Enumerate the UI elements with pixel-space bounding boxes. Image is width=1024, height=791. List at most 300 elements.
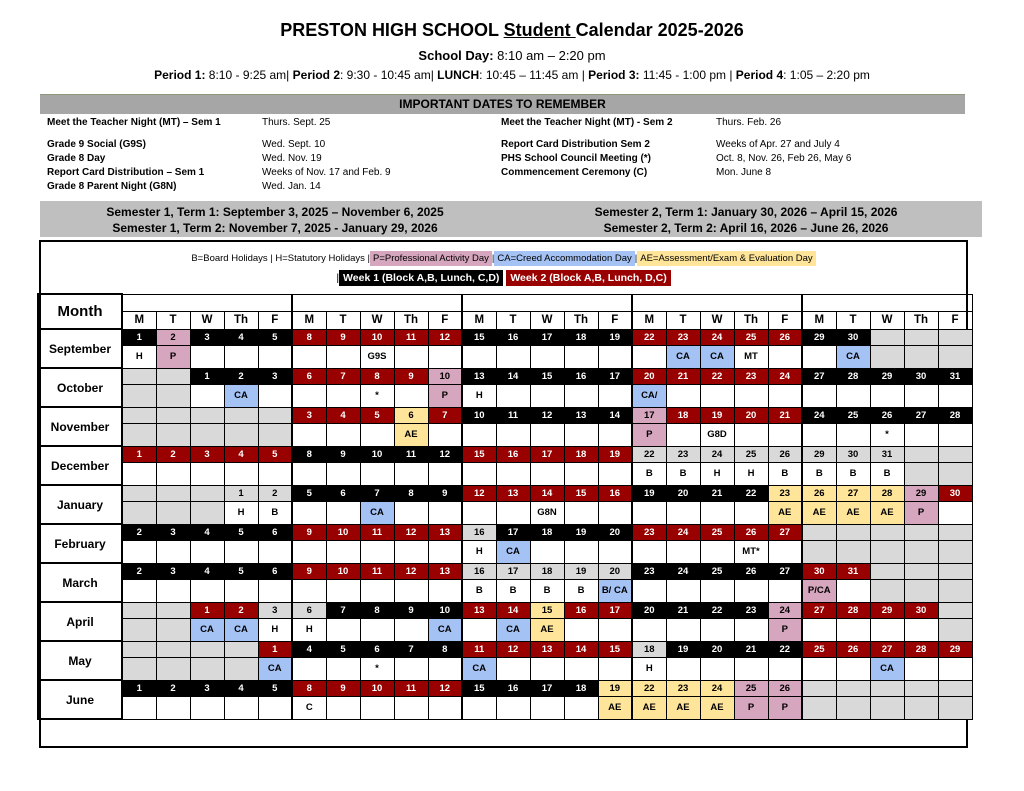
- calendar-date-cell: 30: [802, 563, 836, 579]
- calendar-date-cell: 26: [870, 407, 904, 423]
- calendar-event-cell: [156, 384, 190, 407]
- calendar-date-cell: 29: [904, 485, 938, 501]
- calendar-date-cell: 11: [496, 407, 530, 423]
- month-events-row: [38, 657, 972, 680]
- calendar-date-cell: 21: [666, 368, 700, 384]
- calendar-event-cell: AE: [530, 618, 564, 641]
- calendar-event-cell: [496, 423, 530, 446]
- calendar-date-cell: [836, 524, 870, 540]
- calendar-event-cell: [122, 501, 156, 524]
- calendar-event-cell: [394, 696, 428, 719]
- calendar-date-cell: 23: [666, 680, 700, 696]
- calendar-event-cell: [870, 618, 904, 641]
- calendar-date-cell: 7: [326, 368, 360, 384]
- calendar-event-cell: [156, 423, 190, 446]
- calendar-event-cell: [734, 501, 768, 524]
- calendar-date-cell: 29: [870, 602, 904, 618]
- calendar-date-cell: 17: [496, 524, 530, 540]
- calendar-date-cell: [802, 680, 836, 696]
- calendar-event-cell: [190, 384, 224, 407]
- calendar-date-cell: 20: [734, 407, 768, 423]
- calendar-date-cell: 3: [156, 563, 190, 579]
- month-events-row: [38, 579, 972, 602]
- calendar-date-cell: 3: [258, 368, 292, 384]
- calendar-event-cell: [836, 384, 870, 407]
- calendar-event-cell: [190, 501, 224, 524]
- calendar-event-cell: [122, 579, 156, 602]
- calendar-event-cell: H: [224, 501, 258, 524]
- calendar-event-cell: B/ CA: [598, 579, 632, 602]
- month-row: [38, 602, 972, 618]
- calendar-event-cell: [802, 657, 836, 680]
- month-events-row: [38, 696, 972, 719]
- calendar-date-cell: 3: [190, 680, 224, 696]
- calendar-date-cell: [904, 563, 938, 579]
- calendar-event-cell: [938, 579, 972, 602]
- calendar-event-cell: B: [258, 501, 292, 524]
- calendar-grid: [37, 293, 973, 720]
- calendar-event-cell: [496, 462, 530, 485]
- weekday-header: M: [632, 311, 666, 329]
- calendar-event-cell: [802, 696, 836, 719]
- calendar-date-cell: [870, 680, 904, 696]
- calendar-event-cell: [598, 423, 632, 446]
- calendar-event-cell: [598, 345, 632, 368]
- calendar-date-cell: [122, 368, 156, 384]
- calendar-event-cell: [632, 501, 666, 524]
- calendar-date-cell: 19: [564, 524, 598, 540]
- month-name: April: [38, 602, 122, 641]
- calendar-date-cell: 27: [870, 641, 904, 657]
- calendar-date-cell: 1: [122, 446, 156, 462]
- calendar-date-cell: 10: [326, 563, 360, 579]
- calendar-event-cell: B: [462, 579, 496, 602]
- calendar-date-cell: 9: [292, 563, 326, 579]
- calendar-event-cell: [802, 540, 836, 563]
- calendar-event-cell: AE: [394, 423, 428, 446]
- weekday-header: T: [496, 311, 530, 329]
- calendar-date-cell: 16: [462, 563, 496, 579]
- calendar-event-cell: [870, 696, 904, 719]
- calendar-date-cell: 10: [326, 524, 360, 540]
- calendar-date-cell: 28: [904, 641, 938, 657]
- calendar-event-cell: [496, 501, 530, 524]
- calendar-date-cell: 14: [530, 485, 564, 501]
- legend-separator: |: [491, 253, 495, 264]
- weekday-header: Th: [734, 311, 768, 329]
- calendar-event-cell: [530, 345, 564, 368]
- calendar-date-cell: 8: [292, 329, 326, 345]
- important-date-value: Weeks of Apr. 27 and July 4: [716, 139, 840, 150]
- calendar-event-cell: [190, 462, 224, 485]
- calendar-date-cell: 2: [224, 368, 258, 384]
- calendar-event-cell: [394, 540, 428, 563]
- calendar-event-cell: [462, 423, 496, 446]
- calendar-event-cell: MT*: [734, 540, 768, 563]
- calendar-date-cell: [224, 641, 258, 657]
- legend-weeks: [41, 270, 966, 286]
- calendar-event-cell: [734, 579, 768, 602]
- calendar-date-cell: [122, 602, 156, 618]
- calendar-date-cell: 19: [598, 446, 632, 462]
- month-row: [38, 680, 972, 696]
- calendar-event-cell: [734, 657, 768, 680]
- calendar-event-cell: [326, 345, 360, 368]
- calendar-date-cell: 24: [802, 407, 836, 423]
- calendar-event-cell: [530, 696, 564, 719]
- calendar-event-cell: [326, 462, 360, 485]
- calendar-event-cell: [904, 345, 938, 368]
- calendar-date-cell: 11: [360, 524, 394, 540]
- calendar-event-cell: [292, 540, 326, 563]
- month-row: [38, 485, 972, 501]
- calendar-date-cell: [258, 407, 292, 423]
- calendar-date-cell: 26: [768, 446, 802, 462]
- calendar-event-cell: [666, 618, 700, 641]
- calendar-date-cell: 31: [870, 446, 904, 462]
- calendar-date-cell: 8: [428, 641, 462, 657]
- calendar-date-cell: 1: [224, 485, 258, 501]
- calendar-date-cell: 14: [496, 368, 530, 384]
- calendar-date-cell: 6: [360, 641, 394, 657]
- calendar-date-cell: [904, 680, 938, 696]
- calendar-date-cell: 25: [836, 407, 870, 423]
- calendar-date-cell: 16: [496, 446, 530, 462]
- calendar-event-cell: AE: [836, 501, 870, 524]
- calendar-date-cell: 13: [496, 485, 530, 501]
- calendar-event-cell: [258, 423, 292, 446]
- calendar-event-cell: [394, 618, 428, 641]
- calendar-event-cell: P: [734, 696, 768, 719]
- calendar-event-cell: [938, 696, 972, 719]
- calendar-date-cell: 30: [938, 485, 972, 501]
- calendar-date-cell: 23: [734, 602, 768, 618]
- calendar-event-cell: CA: [428, 618, 462, 641]
- calendar-event-cell: [598, 618, 632, 641]
- calendar-event-cell: [122, 618, 156, 641]
- calendar-date-cell: 30: [904, 368, 938, 384]
- calendar-date-cell: 20: [598, 524, 632, 540]
- calendar-date-cell: 5: [258, 680, 292, 696]
- calendar-event-cell: P: [768, 696, 802, 719]
- calendar-event-cell: [904, 579, 938, 602]
- calendar-event-cell: [734, 618, 768, 641]
- calendar-date-cell: [938, 680, 972, 696]
- calendar-event-cell: B: [666, 462, 700, 485]
- calendar-date-cell: 12: [428, 329, 462, 345]
- calendar-date-cell: 26: [802, 485, 836, 501]
- calendar-event-cell: CA: [190, 618, 224, 641]
- calendar-event-cell: [938, 618, 972, 641]
- calendar-date-cell: 23: [632, 563, 666, 579]
- calendar-date-cell: 1: [258, 641, 292, 657]
- calendar-event-cell: [394, 657, 428, 680]
- calendar-date-cell: 20: [666, 485, 700, 501]
- calendar-date-cell: 20: [632, 602, 666, 618]
- weekday-header: M: [122, 311, 156, 329]
- legend-holidays: B=Board Holidays | H=Statutory Holidays |: [191, 253, 371, 264]
- calendar-event-cell: [564, 657, 598, 680]
- calendar-event-cell: P: [768, 618, 802, 641]
- period-time: : 9:30 - 10:45 am|: [340, 68, 438, 82]
- calendar-event-cell: G8D: [700, 423, 734, 446]
- calendar-date-cell: 14: [496, 602, 530, 618]
- calendar-date-cell: 20: [632, 368, 666, 384]
- calendar-date-cell: 19: [598, 329, 632, 345]
- calendar-date-cell: 26: [836, 641, 870, 657]
- calendar-event-cell: [564, 384, 598, 407]
- semester-2-term-1: Semester 2, Term 1: January 30, 2026 – April 15, 2026: [594, 205, 898, 219]
- period-label: Period 3:: [588, 68, 640, 82]
- calendar-date-cell: 7: [326, 602, 360, 618]
- important-date-row: [47, 152, 391, 166]
- calendar-date-cell: 21: [768, 407, 802, 423]
- calendar-event-cell: H: [122, 345, 156, 368]
- calendar-event-cell: H: [734, 462, 768, 485]
- calendar-event-cell: B: [496, 579, 530, 602]
- calendar-date-cell: 24: [700, 680, 734, 696]
- calendar-date-cell: [122, 485, 156, 501]
- weekday-header: T: [156, 311, 190, 329]
- calendar-date-cell: [904, 329, 938, 345]
- month-name: January: [38, 485, 122, 524]
- calendar-date-cell: 22: [768, 641, 802, 657]
- weekday-header: T: [836, 311, 870, 329]
- calendar-date-cell: 27: [768, 524, 802, 540]
- calendar-date-cell: 10: [428, 368, 462, 384]
- calendar-event-cell: [734, 384, 768, 407]
- calendar-date-cell: 17: [598, 368, 632, 384]
- calendar-event-cell: AE: [802, 501, 836, 524]
- calendar-event-cell: *: [360, 384, 394, 407]
- calendar-event-cell: B: [802, 462, 836, 485]
- calendar-date-cell: 4: [292, 641, 326, 657]
- weekday-header: T: [666, 311, 700, 329]
- calendar-event-cell: [224, 696, 258, 719]
- calendar-event-cell: [258, 696, 292, 719]
- calendar-event-cell: CA: [462, 657, 496, 680]
- calendar-date-cell: 20: [700, 641, 734, 657]
- calendar-event-cell: [326, 384, 360, 407]
- calendar-event-cell: CA: [870, 657, 904, 680]
- calendar-date-cell: 15: [530, 602, 564, 618]
- weekday-header: W: [870, 311, 904, 329]
- calendar-event-cell: P: [428, 384, 462, 407]
- calendar-event-cell: [224, 345, 258, 368]
- important-date-value: Wed. Sept. 10: [262, 139, 326, 150]
- calendar-event-cell: [564, 618, 598, 641]
- calendar-event-cell: P: [156, 345, 190, 368]
- calendar-date-cell: 18: [564, 680, 598, 696]
- calendar-event-cell: [190, 423, 224, 446]
- calendar-event-cell: [632, 618, 666, 641]
- weekday-header: Th: [224, 311, 258, 329]
- calendar-date-cell: 10: [360, 680, 394, 696]
- calendar-date-cell: 19: [564, 563, 598, 579]
- calendar-event-cell: AE: [666, 696, 700, 719]
- calendar-event-cell: [122, 462, 156, 485]
- calendar-event-cell: [768, 345, 802, 368]
- calendar-event-cell: [224, 462, 258, 485]
- calendar-event-cell: [292, 462, 326, 485]
- calendar-event-cell: [530, 540, 564, 563]
- calendar-event-cell: [768, 423, 802, 446]
- calendar-date-cell: 26: [734, 524, 768, 540]
- calendar-date-cell: 2: [258, 485, 292, 501]
- calendar-date-cell: 13: [462, 368, 496, 384]
- calendar-date-cell: 5: [360, 407, 394, 423]
- calendar-date-cell: 6: [258, 524, 292, 540]
- calendar-event-cell: P: [904, 501, 938, 524]
- weekday-header: M: [802, 311, 836, 329]
- calendar-date-cell: [122, 641, 156, 657]
- calendar-date-cell: [156, 407, 190, 423]
- calendar-event-cell: [258, 579, 292, 602]
- important-dates-left: [47, 116, 391, 194]
- calendar-event-cell: [496, 696, 530, 719]
- important-date-label: Meet the Teacher Night (MT) – Sem 1: [47, 117, 221, 128]
- calendar-date-cell: 25: [700, 563, 734, 579]
- calendar-date-cell: 26: [768, 329, 802, 345]
- calendar-event-cell: [768, 657, 802, 680]
- calendar-event-cell: B: [870, 462, 904, 485]
- week-header-spacer: [802, 294, 972, 311]
- important-date-label: Grade 8 Day: [47, 153, 106, 164]
- calendar-date-cell: 29: [802, 446, 836, 462]
- calendar-event-cell: [394, 579, 428, 602]
- calendar-event-cell: CA: [258, 657, 292, 680]
- calendar-event-cell: [666, 423, 700, 446]
- calendar-event-cell: [802, 384, 836, 407]
- calendar-date-cell: 3: [292, 407, 326, 423]
- calendar-event-cell: [700, 579, 734, 602]
- calendar-date-cell: 22: [700, 602, 734, 618]
- calendar-date-cell: 9: [394, 602, 428, 618]
- month-header: Month: [38, 294, 122, 329]
- calendar-event-cell: [156, 579, 190, 602]
- important-date-label: Report Card Distribution – Sem 1: [47, 167, 205, 178]
- weekday-header: M: [462, 311, 496, 329]
- calendar-date-cell: 2: [122, 563, 156, 579]
- month-name: December: [38, 446, 122, 485]
- calendar-event-cell: G8N: [530, 501, 564, 524]
- calendar-event-cell: [258, 384, 292, 407]
- calendar-event-cell: CA: [666, 345, 700, 368]
- legend-bar: |: [336, 272, 340, 284]
- calendar-date-cell: 1: [122, 680, 156, 696]
- calendar-event-cell: B: [564, 579, 598, 602]
- calendar-date-cell: 27: [802, 602, 836, 618]
- calendar-date-cell: 17: [632, 407, 666, 423]
- calendar-date-cell: [938, 563, 972, 579]
- calendar-event-cell: [802, 345, 836, 368]
- calendar-event-cell: [938, 462, 972, 485]
- calendar-date-cell: 27: [802, 368, 836, 384]
- calendar-event-cell: [598, 462, 632, 485]
- calendar-date-cell: 22: [632, 680, 666, 696]
- calendar-date-cell: [190, 407, 224, 423]
- calendar-event-cell: [224, 423, 258, 446]
- calendar-event-cell: [360, 423, 394, 446]
- calendar-date-cell: 25: [734, 329, 768, 345]
- calendar-event-cell: [768, 579, 802, 602]
- calendar-event-cell: [156, 501, 190, 524]
- calendar-event-cell: [598, 384, 632, 407]
- calendar-date-cell: 12: [428, 680, 462, 696]
- calendar-date-cell: 22: [632, 329, 666, 345]
- calendar-date-cell: 2: [156, 680, 190, 696]
- calendar-date-cell: 3: [156, 524, 190, 540]
- school-day: School Day: 8:10 am – 2:20 pm: [418, 48, 606, 63]
- important-date-label: Commencement Ceremony (C): [501, 167, 648, 178]
- calendar-event-cell: [394, 345, 428, 368]
- calendar-event-cell: [938, 423, 972, 446]
- period-schedule: [0, 68, 1024, 82]
- important-date-row: [501, 138, 851, 152]
- calendar-event-cell: [428, 345, 462, 368]
- calendar-date-cell: 18: [564, 446, 598, 462]
- month-name: September: [38, 329, 122, 368]
- calendar-event-cell: [666, 579, 700, 602]
- calendar-date-cell: 5: [258, 329, 292, 345]
- calendar-date-cell: 9: [292, 524, 326, 540]
- important-date-label: PHS School Council Meeting (*): [501, 153, 652, 164]
- month-events-row: [38, 423, 972, 446]
- calendar-date-cell: 29: [870, 368, 904, 384]
- calendar-event-cell: [632, 345, 666, 368]
- calendar-date-cell: 10: [428, 602, 462, 618]
- calendar-date-cell: 4: [326, 407, 360, 423]
- calendar-event-cell: CA: [224, 384, 258, 407]
- calendar-date-cell: [938, 602, 972, 618]
- weekday-header: M: [292, 311, 326, 329]
- weekday-header: F: [768, 311, 802, 329]
- calendar-event-cell: [428, 501, 462, 524]
- calendar-event-cell: [462, 618, 496, 641]
- calendar-date-cell: 3: [190, 329, 224, 345]
- calendar-date-cell: 9: [394, 368, 428, 384]
- calendar-date-cell: 5: [224, 563, 258, 579]
- month-name: October: [38, 368, 122, 407]
- calendar-event-cell: G9S: [360, 345, 394, 368]
- period-time: 8:10 - 9:25 am|: [205, 68, 293, 82]
- calendar-event-cell: [564, 462, 598, 485]
- calendar-date-cell: 2: [156, 446, 190, 462]
- calendar-event-cell: [428, 696, 462, 719]
- calendar-event-cell: [156, 618, 190, 641]
- calendar-date-cell: 16: [496, 680, 530, 696]
- calendar-event-cell: [904, 462, 938, 485]
- calendar-event-cell: [224, 579, 258, 602]
- calendar-date-cell: 30: [904, 602, 938, 618]
- calendar-date-cell: [904, 524, 938, 540]
- calendar-date-cell: 5: [326, 641, 360, 657]
- calendar-event-cell: [428, 423, 462, 446]
- calendar-date-cell: [156, 368, 190, 384]
- calendar-date-cell: 19: [666, 641, 700, 657]
- calendar-event-cell: *: [360, 657, 394, 680]
- calendar-date-cell: [938, 446, 972, 462]
- calendar-event-cell: [326, 696, 360, 719]
- calendar-event-cell: [496, 657, 530, 680]
- calendar-event-cell: [700, 618, 734, 641]
- calendar-event-cell: [326, 423, 360, 446]
- calendar-event-cell: [360, 540, 394, 563]
- calendar-date-cell: 1: [122, 329, 156, 345]
- calendar-event-cell: [428, 540, 462, 563]
- calendar-date-cell: 19: [700, 407, 734, 423]
- month-events-row: [38, 540, 972, 563]
